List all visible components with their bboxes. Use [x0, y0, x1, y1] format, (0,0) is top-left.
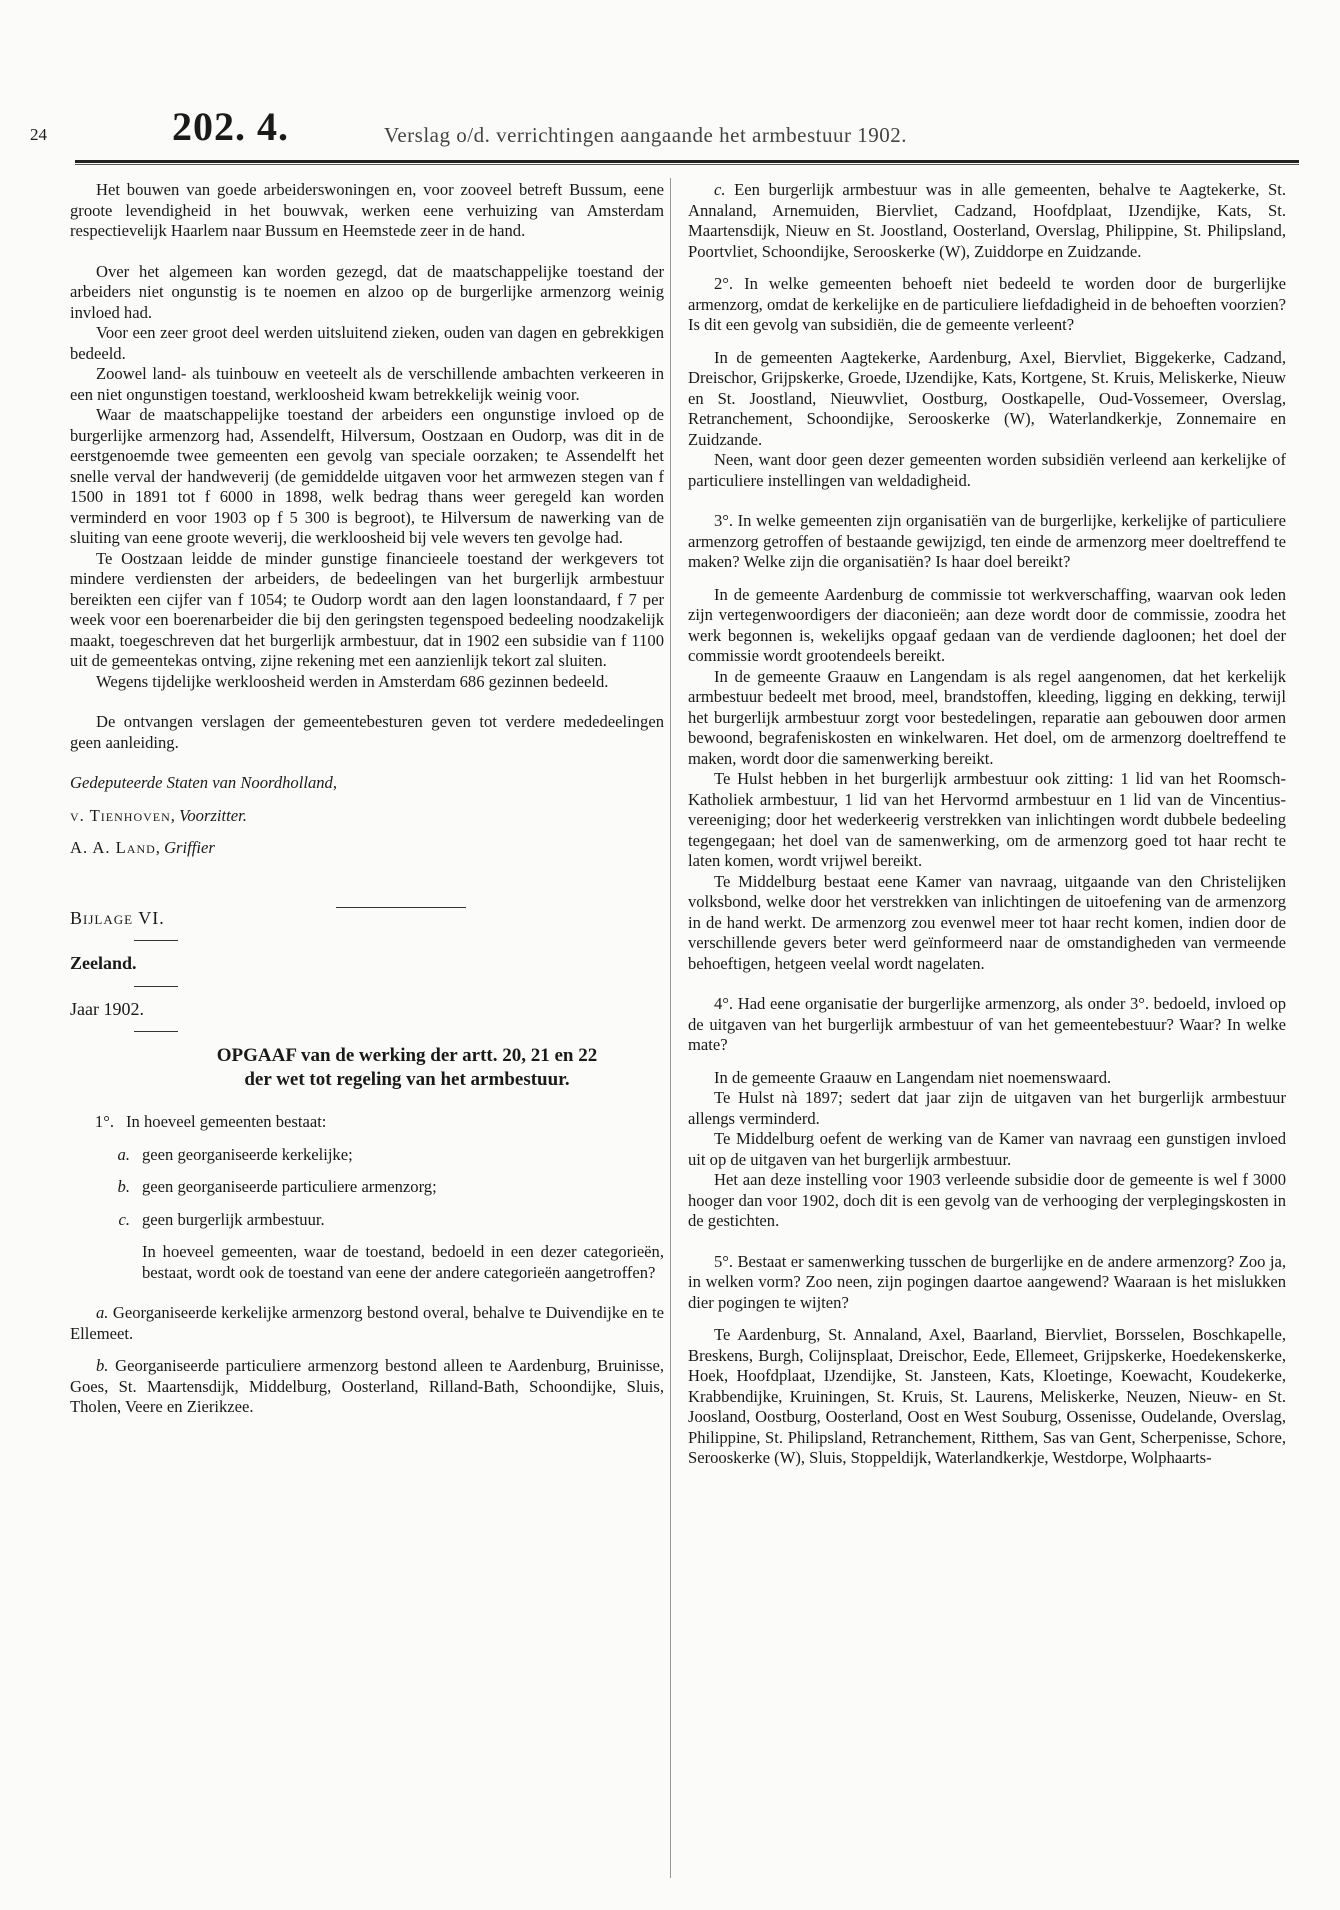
- item-label: b.: [117, 1177, 130, 1196]
- question-1a: [70, 1145, 664, 1166]
- paragraph: In de gemeenten Aagtekerke, Aardenburg, Axel, Biervliet, Biggekerke, Cadzand, Dreischor, Grijpskerke, Groede, IJzendijke, Kats, Kortgene, St. Kruis, Meliskerke, Nieuw en St. Joostland, Nieuwvliet, Oostburg, Oostkapelle, Oud-Vossemeer, Overslag, Retranchement, Schoondijke, Serooskerke (W), Waterlandkerkje, Zonnemaire en Zuidzande.: [688, 347, 1286, 449]
- document-number: 202. 4.: [172, 104, 289, 149]
- paragraph: Te Oostzaan leidde de minder gunstige financieele toestand der werkgevers tot mindere verdiensten der arbeiders, de bedeelingen van het burgerlijk armbestuur bereikten een cijfer van f 1054; te Oudorp wordt aan den lagen loonstandaard, f 7 per week voor een boerenarbeider die bij den geringsten tegenspoed bedeeling noodzakelijk maakt, toegeschreven dat het burgerlijk armbestuur, dat in 1902 een subsidie van f 1100 uit de gemeentekas ontving, zijne rekening met een aanzienlijk tekort zal sluiten.: [70, 548, 664, 670]
- paragraph: De ontvangen verslagen der gemeentebesturen geven tot verdere mededeelingen geen aanleiding.: [70, 712, 664, 752]
- paragraph: Het bouwen van goede arbeiderswoningen en, voor zooveel betreft Bussum, eene groote levendigheid in het bouwvak, werken eene verhuizing van Amsterdam respectievelijk Haarlem naar Bussum en Heemstede zeer in de hand.: [70, 180, 664, 240]
- header-rule: [75, 160, 1299, 163]
- answer-text: Georganiseerde kerkelijke armenzorg bestond overal, behalve te Duivendijke en te Ellemeet.: [70, 1303, 665, 1343]
- paragraph: In de gemeente Aardenburg de commissie tot werkverschaffing, waarvan ook leden zijn vertegenwoordigers der diaconieën; aan deze wordt door de commissie, zoodra het werk begonnen is, wekelijks opgaaf gedaan van de verdiende dagloonen; het doel der commissie wordt grootendeels bereikt.: [688, 584, 1286, 665]
- appendix-label: Bijlage VI.: [70, 907, 165, 928]
- question-5: 5°. Bestaat er samenwerking tusschen de burgerlijke en de andere armenzorg? Zoo ja, in welken vorm? Zoo neen, zijn pogingen daartoe aangewend? Waaraan is het mislukken dier pogingen te wijten?: [688, 1251, 1286, 1312]
- paragraph: In de gemeente Graauw en Langendam is als regel aangenomen, dat het kerkelijk armbestuur bedeelt met brood, meel, brandstoffen, kleeding, ligging en dekking, terwijl het burgerlijk armbestuur zorgt voor bestedelingen, reparatie aan gebouwen door armen bewoond, begrafeniskosten en winkelwaren. Het doel, om de armenzorg doeltreffend te maken, wordt door die samenwerking bereikt.: [688, 666, 1286, 768]
- paragraph: Het aan deze instelling voor 1903 verleende subsidie door de gemeente is wel f 3000 hooger dan voor 1902, doch dit is een gevolg van de verhooging der verplegingskosten in de gestichten.: [688, 1170, 1286, 1230]
- paragraph: Waar de maatschappelijke toestand der arbeiders een ongunstige invloed op de burgerlijke armenzorg had, Assendelft, Hilversum, Oostzaan en Oudorp, was dit in de eerstgenoemde twee gemeenten een gevolg van speciale oorzaken; te Assendelft het snelle verval der handweverij (de gemiddelde uitgaven voor het armwezen stegen van f 1500 in 1891 tot f 6000 in 1898, welk bedrag thans weer geregeld kan worden verminderd en voor 1903 op f 5 300 is begroot), te Hilversum de nawerking van de sluiting van eene groote weverij, die werkloosheid bij vele wevers ten gevolge had.: [70, 405, 664, 547]
- item-label: a.: [96, 1303, 109, 1322]
- item-label: c.: [714, 180, 726, 199]
- paragraph: In de gemeente Graauw en Langendam niet noemenswaard.: [714, 1067, 1112, 1087]
- paragraph: Te Hulst nà 1897; sedert dat jaar zijn de uitgaven van het burgerlijk armbestuur allengs verminderd.: [688, 1088, 1286, 1128]
- chair-name: v. Tienhoven: [70, 805, 171, 825]
- paragraph: Te Middelburg bestaat eene Kamer van navraag, uitgaande van den Christelijken volksbond, welke door het verstrekken van inlichtingen de uitoefening van de armenzorg in de hand werkt. De armenzorg zou evenwel meer tot haar recht komen, indien door de verschillende gevers beter werd geïnformeerd naar de omstandigheden van vermeende behoeftigen, hetgeen veelal wordt nagelaten.: [688, 871, 1286, 973]
- answer-a: [70, 1303, 664, 1344]
- paragraph: Te Hulst hebben in het burgerlijk armbestuur ook zitting: 1 lid van het Roomsch-Katholiek armbestuur, 1 lid van het Hervormd armbestuur en 1 lid van de Vincentius-vereeniging; door het wederkeerig verstrekken van inlichtingen wordt dubbele bedeeling tegengegaan; het doel van de samenwerking, om de armenzorg goed tot haar recht te laten komen, wordt vrijwel bereikt.: [688, 769, 1286, 870]
- signature-body: Gedeputeerde Staten van Noordholland,: [70, 773, 337, 792]
- header-rule-thin: [75, 164, 1299, 165]
- answer-b: [70, 1356, 664, 1418]
- item-label: b.: [96, 1356, 109, 1375]
- year-heading: Jaar 1902.: [70, 998, 144, 1019]
- item-text: geen georganiseerde particuliere armenzorg;: [142, 1177, 437, 1196]
- signature-chair: [70, 806, 664, 827]
- question-1: [70, 1112, 664, 1133]
- question-3: 3°. In welke gemeenten zijn organisatiën van de burgerlijke, kerkelijke of particuliere armenzorg getroffen of bestaande gewijzigd, ten einde de armenzorg meer doeltreffend te maken? Welke zijn die organisatiën? Is haar doel bereikt?: [688, 511, 1286, 571]
- answer-c: [688, 180, 1286, 262]
- paragraph: Zoowel land- als tuinbouw en veeteelt als de verschillende ambachten verkeeren in een niet ongunstigen toestand, werkloosheid kwam betrekkelijk weinig voor.: [70, 364, 664, 404]
- question-4: 4°. Had eene organisatie der burgerlijke armenzorg, als onder 3°. bedoeld, invloed op de uitgaven van het burgerlijk armbestuur of van het gemeentebestuur? Waar? In welke mate?: [688, 994, 1286, 1054]
- item-text: In hoeveel gemeenten bestaat:: [126, 1112, 327, 1131]
- item-label: c.: [118, 1209, 130, 1229]
- item-text: geen georganiseerde kerkelijke;: [142, 1144, 353, 1164]
- paragraph: Voor een zeer groot deel werden uitsluitend zieken, ouden van dagen en gebrekkigen bedeeld.: [70, 323, 664, 363]
- page-header: [30, 103, 1300, 149]
- opgaaf-title-line1: OPGAAF van de werking der artt. 20, 21 en 22: [216, 1045, 598, 1066]
- question-1-sub: In hoeveel gemeenten, waar de toestand, bedoeld in een dezer categorieën, bestaat, wordt ook de toestand van eene der andere categorieën aangetroffen?: [142, 1242, 664, 1282]
- paragraph: Over het algemeen kan worden gezegd, dat de maatschappelijke toestand der arbeiders niet ongunstig is te noemen en alzoo op de burgerlijke armenzorg weinig invloed had.: [70, 261, 664, 322]
- item-label: 1°.: [94, 1112, 114, 1131]
- answer-text: Georganiseerde particuliere armenzorg bestond alleen te Aardenburg, Bruinisse, Goes, St. Maartensdijk, Middelburg, Oosterland, Rilland-Bath, Schoondijke, Sluis, Tholen, Veere en Zierikzee.: [70, 1356, 664, 1416]
- griffier-role: , Griffier: [155, 838, 215, 857]
- question-1c: [70, 1210, 664, 1231]
- running-title: Verslag o/d. verrichtingen aangaande het armbestuur 1902.: [384, 123, 907, 147]
- paragraph: Wegens tijdelijke werkloosheid werden in Amsterdam 686 gezinnen bedeeld.: [96, 671, 609, 691]
- opgaaf-title-line2: der wet tot regeling van het armbestuur.: [244, 1069, 570, 1090]
- question-2: 2°. In welke gemeenten behoeft niet bedeeld te worden door de burgerlijke armenzorg, omdat de kerkelijke en de particuliere liefdadigheid in de behoeften voorzien? Is dit een gevolg van subsidiën, die de gemeente verleent?: [688, 274, 1286, 334]
- paragraph: Te Aardenburg, St. Annaland, Axel, Baarland, Biervliet, Borsselen, Boschkapelle, Breskens, Burgh, Colijnsplaat, Dreischor, Eede, Ellemeet, Grijpskerke, Hoedekenskerke, Hoek, Hoofdplaat, IJzendijke, St. Jansteen, Kats, Kloetinge, Koewacht, Koudekerke, Krabbendijke, Kruiningen, St. Kruis, St. Laurens, Meliskerke, Neuzen, Nieuw- en St. Joosland, Oostburg, Oosterland, Oost en West Souburg, Ossenisse, Oudelande, Overslag, Philippine, St. Philipsland, Retranchement, Ritthem, Sas van Gent, Scherpenisse, Schore, Serooskerke (W), Sluis, Stoppeldijk, Waterlandkerkje, Westdorpe, Wolphaarts-: [688, 1325, 1286, 1467]
- chair-role: , Voorzitter.: [170, 805, 247, 825]
- right-column: [688, 180, 1286, 1469]
- signature-griffier: [70, 838, 664, 859]
- paragraph: Neen, want door geen dezer gemeenten worden subsidiën verleend aan kerkelijke of particuliere instellingen van weldadigheid.: [688, 450, 1286, 490]
- griffier-name: A. A. Land: [70, 838, 156, 857]
- item-text: geen burgerlijk armbestuur.: [142, 1209, 325, 1229]
- answer-text: Een burgerlijk armbestuur was in alle gemeenten, behalve te Aagtekerke, St. Annaland, Arnemuiden, Biervliet, Cadzand, Hoofdplaat, IJzendijke, Kats, St. Maartensdijk, Nieuw en St. Joostland, Oosterland, Overslag, Philippine, St. Philipsland, Poortvliet, Schoondijke, Serooskerke (W), Zuiddorpe en Zuidzande.: [688, 180, 1286, 261]
- paragraph: Te Middelburg oefent de werking van de Kamer van navraag een gunstigen invloed uit op de uitgaven van het burgerlijk armbestuur.: [688, 1129, 1286, 1169]
- left-column: [70, 180, 664, 1418]
- column-divider: [670, 178, 671, 1878]
- province-heading: Zeeland.: [70, 953, 137, 973]
- question-1b: [70, 1177, 664, 1198]
- page-number: 24: [30, 125, 47, 144]
- item-label: a.: [117, 1144, 130, 1164]
